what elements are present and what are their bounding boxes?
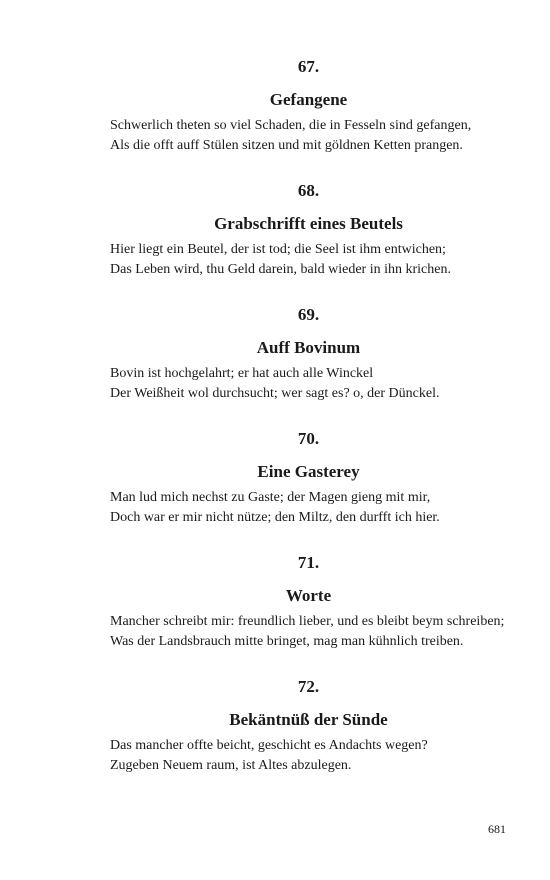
poem-line: Der Weißheit wol durchsucht; wer sagt es? o, der Dünckel. [110, 385, 440, 401]
poem-title: Bekäntnüß der Sünde [229, 710, 388, 729]
poem-line: Man lud mich nechst zu Gaste; der Magen gieng mit mir, [110, 490, 431, 505]
poem-title: Auff Bovinum [256, 338, 361, 357]
poem-70 [110, 428, 507, 527]
poem-number: 72. [297, 677, 320, 696]
poem-title: Eine Gasterey [257, 462, 360, 481]
poem-72 [110, 676, 507, 775]
poem-line: Hier liegt ein Beutel, der ist tod; die Seel ist ihm entwichen; [110, 242, 446, 257]
poem-line: Zugeben Neuem raum, ist Altes abzulegen. [110, 757, 352, 773]
poem-line: Das mancher offte beicht, geschicht es Andachts wegen? [110, 738, 428, 753]
poem-71 [110, 552, 507, 651]
poem-title: Worte [285, 586, 332, 605]
poem-line: Was der Landsbrauch mitte bringet, mag man kühnlich treiben. [110, 633, 464, 649]
poem-title: Gefangene [269, 90, 348, 109]
page-content [110, 56, 507, 800]
poem-line: Doch war er mir nicht nütze; den Miltz, den durfft ich hier. [110, 509, 440, 525]
page-number: 681 [488, 822, 506, 836]
poem-line: Das Leben wird, thu Geld darein, bald wieder in ihn krichen. [110, 261, 451, 277]
poem-line: Als die offt auff Stülen sitzen und mit göldnen Ketten prangen. [110, 137, 463, 153]
poem-number: 69. [297, 305, 320, 324]
poem-number: 70. [297, 429, 320, 448]
poem-67 [110, 56, 507, 155]
poem-line: Schwerlich theten so viel Schaden, die in Fesseln sind gefangen, [110, 118, 472, 133]
poem-number: 68. [297, 181, 320, 200]
poem-title: Grabschrifft eines Beutels [214, 214, 403, 233]
poem-line: Bovin ist hochgelahrt; er hat auch alle Winckel [110, 366, 374, 381]
poem-number: 71. [297, 553, 320, 572]
poem-line: Mancher schreibt mir: freundlich lieber, und es bleibt beym schreiben; [110, 614, 505, 629]
poem-68 [110, 180, 507, 279]
poem-69 [110, 304, 507, 403]
poem-number: 67. [297, 57, 320, 76]
